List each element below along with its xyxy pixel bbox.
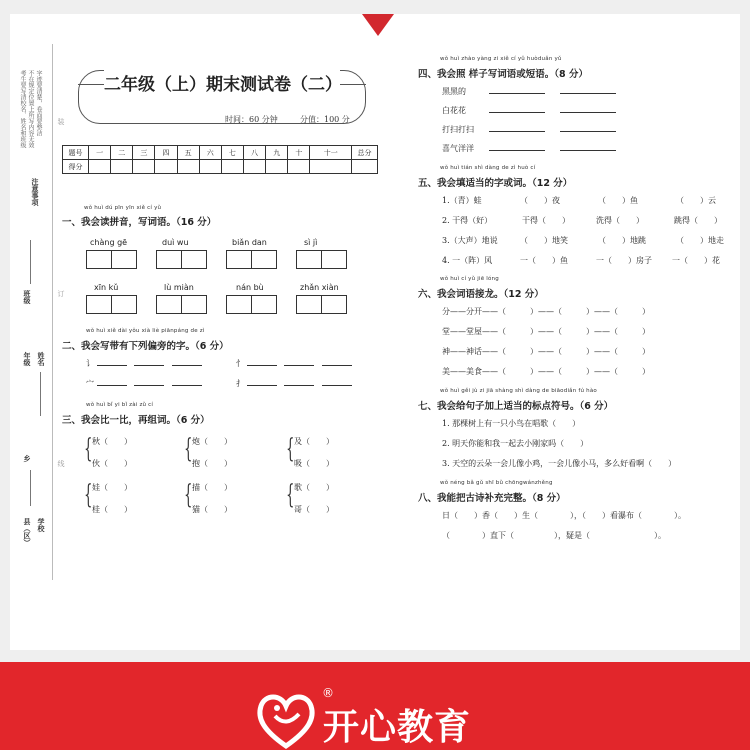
score-cell: 九 — [266, 146, 288, 160]
fill-cell[interactable]: 2. 干得（好） — [442, 216, 493, 225]
answer-blank[interactable] — [134, 365, 164, 366]
answer-blank[interactable] — [97, 385, 127, 386]
answer-blank[interactable] — [489, 131, 545, 132]
q1-pinyin: wǒ huì dú pīn yīn xiě cí yǔ — [84, 205, 162, 211]
score-table-header-row — [63, 146, 378, 160]
compare-word[interactable]: 描（ ） — [192, 483, 232, 492]
fill-cell[interactable]: 1.（青）蛙 — [442, 196, 482, 205]
school-field-label: 学校 — [37, 518, 45, 532]
writing-grid[interactable] — [296, 250, 346, 269]
radical-row — [236, 378, 352, 389]
class-field-label: 班级 — [23, 290, 31, 304]
example-row — [442, 86, 616, 97]
q2-pinyin: wǒ huì xiě dài yǒu xià liè piānpáng de zì — [86, 328, 205, 334]
q1-pinyin-item: biǎn dan — [232, 238, 267, 247]
radical-label: 忄 — [236, 359, 244, 368]
answer-blank[interactable] — [560, 131, 616, 132]
brace: { — [184, 434, 193, 464]
score-cell: 二 — [111, 146, 133, 160]
score-input-cell[interactable] — [243, 160, 265, 174]
word-chain-row[interactable]: 神——神话——（ ）——（ ）——（ ） — [442, 347, 650, 356]
answer-blank[interactable] — [489, 150, 545, 151]
binding-mark-xian: 线 — [57, 460, 65, 467]
score-cell: 题号 — [63, 146, 89, 160]
writing-grid[interactable] — [86, 295, 136, 314]
score-input-cell[interactable] — [199, 160, 221, 174]
score-cell: 十一 — [310, 146, 352, 160]
fill-cell[interactable]: （ ）地走 — [676, 236, 724, 245]
word-chain-row[interactable]: 分——分开——（ ）——（ ）——（ ） — [442, 307, 650, 316]
side-note-2: 不在规定位置上所写内容无效 — [27, 70, 34, 148]
radical-label: 宀 — [86, 379, 94, 388]
binding-line — [52, 44, 53, 580]
answer-blank[interactable] — [560, 93, 616, 94]
registered-mark: ® — [322, 686, 334, 700]
exam-time: 时间：60 分钟 — [225, 115, 278, 124]
radical-label: 扌 — [236, 379, 244, 388]
fill-cell[interactable]: 跳得（ ） — [674, 216, 722, 225]
county-field-label: 县（区） — [23, 518, 31, 546]
score-input-cell[interactable] — [89, 160, 111, 174]
score-cell: 得分 — [63, 160, 89, 174]
word-chain-row[interactable]: 美——美食——（ ）——（ ）——（ ） — [442, 367, 650, 376]
q5-heading: 五、我会填适当的字或词。（12 分） — [418, 178, 573, 189]
answer-blank[interactable] — [284, 385, 314, 386]
example-word: 喜气洋洋 — [442, 144, 474, 153]
score-input-cell[interactable] — [310, 160, 352, 174]
q7-pinyin: wǒ huì gěi jù zi jiā shàng shì dàng de biāodiǎn fú hào — [440, 388, 597, 394]
score-input-cell[interactable] — [266, 160, 288, 174]
fill-cell[interactable]: （ ）夜 — [520, 196, 560, 205]
brace: { — [286, 434, 295, 464]
brace: { — [84, 480, 93, 510]
fill-cell[interactable]: （ ）云 — [676, 196, 716, 205]
fill-cell[interactable]: （ ）地跳 — [598, 236, 646, 245]
fill-cell[interactable]: 3.（大声）地说 — [442, 236, 498, 245]
score-input-cell[interactable] — [288, 160, 310, 174]
side-note-1: 考生要写清校名、姓名和班级 — [19, 70, 26, 148]
writing-grid[interactable] — [156, 250, 206, 269]
compare-word[interactable]: 抱（ ） — [192, 459, 232, 468]
q6-pinyin: wǒ huì cí yǔ jiē lóng — [440, 276, 499, 282]
q1-pinyin-item: xīn kǔ — [94, 283, 119, 292]
example-row — [442, 143, 616, 154]
answer-blank[interactable] — [560, 112, 616, 113]
q8-pinyin: wǒ néng bǎ gǔ shī bǔ chōngwánzhěng — [440, 480, 553, 486]
answer-blank[interactable] — [489, 112, 545, 113]
answer-blank[interactable] — [172, 365, 202, 366]
q1-heading: 一、我会读拼音，写词语。（16 分） — [62, 217, 217, 228]
answer-blank[interactable] — [97, 365, 127, 366]
score-input-cell[interactable] — [155, 160, 177, 174]
grade-field-label: 年级 — [23, 352, 31, 366]
score-cell: 六 — [199, 146, 221, 160]
compare-word[interactable]: 炮（ ） — [192, 437, 232, 446]
writing-grid[interactable] — [156, 295, 206, 314]
writing-grid[interactable] — [226, 250, 276, 269]
q1-pinyin-item: chàng gē — [90, 238, 128, 247]
answer-blank[interactable] — [247, 365, 277, 366]
score-cell: 总分 — [352, 146, 378, 160]
heart-logo-icon — [255, 690, 317, 750]
score-table-score-row — [63, 160, 378, 174]
compare-word[interactable]: 娃（ ） — [92, 483, 132, 492]
score-cell: 三 — [133, 146, 155, 160]
fill-cell[interactable]: 一（ ）房子 — [596, 256, 652, 265]
compare-word[interactable]: 猫（ ） — [192, 505, 232, 514]
example-word: 黑黑的 — [442, 87, 466, 96]
writing-grid[interactable] — [296, 295, 346, 314]
score-input-cell[interactable] — [352, 160, 378, 174]
score-cell: 十 — [288, 146, 310, 160]
brand-name: 开心教育 — [323, 706, 472, 748]
q5-pinyin: wǒ huì tián shì dàng de zì huò cí — [440, 165, 536, 171]
q1-pinyin-item: duì wu — [162, 238, 189, 247]
side-note-3: 字迹要清楚，卷面要整洁 — [35, 70, 42, 136]
score-table — [62, 145, 378, 174]
fill-cell[interactable]: 一（ ）鱼 — [520, 256, 568, 265]
brace: { — [184, 480, 193, 510]
answer-blank[interactable] — [134, 385, 164, 386]
punctuation-sentence[interactable]: 1. 那棵树上有一只小鸟在唱歌（ ） — [442, 419, 581, 428]
answer-blank[interactable] — [284, 365, 314, 366]
q8-heading: 八、我能把古诗补充完整。（8 分） — [418, 493, 566, 504]
compare-word[interactable]: 秋（ ） — [92, 437, 132, 446]
answer-blank[interactable] — [560, 150, 616, 151]
compare-word[interactable]: 及（ ） — [294, 437, 334, 446]
compare-word[interactable]: 歌（ ） — [294, 483, 334, 492]
radical-row — [86, 378, 202, 389]
score-cell: 四 — [155, 146, 177, 160]
radical-row — [86, 358, 202, 369]
score-input-cell[interactable] — [177, 160, 199, 174]
score-cell: 八 — [243, 146, 265, 160]
brand-logo — [255, 690, 471, 750]
top-notch — [362, 14, 394, 36]
q4-pinyin: wǒ huì zhào yàng zi xiě cí yǔ huòduǎn yǔ — [440, 56, 562, 62]
writing-grid[interactable] — [226, 295, 276, 314]
punctuation-sentence[interactable]: 2. 明天你能和我一起去小刚家吗（ ） — [442, 439, 589, 448]
score-cell: 一 — [89, 146, 111, 160]
example-row — [442, 124, 616, 135]
fill-cell[interactable]: （ ）鱼 — [598, 196, 638, 205]
class-field-blank[interactable] — [30, 240, 31, 284]
fill-cell[interactable]: 4. 一（阵）风 — [442, 256, 493, 265]
compare-word[interactable]: 桂（ ） — [92, 505, 132, 514]
fill-cell[interactable]: （ ）地笑 — [520, 236, 568, 245]
example-row — [442, 105, 616, 116]
q7-heading: 七、我会给句子加上适当的标点符号。（6 分） — [418, 401, 614, 412]
town-field-blank[interactable] — [30, 470, 31, 506]
compare-word[interactable]: 伙（ ） — [92, 459, 132, 468]
score-input-cell[interactable] — [133, 160, 155, 174]
compare-word[interactable]: 吸（ ） — [294, 459, 334, 468]
example-word: 白花花 — [442, 106, 466, 115]
punctuation-sentence[interactable]: 3. 天空的云朵一会儿像小鸡，一会儿像小马，多么好看啊（ ） — [442, 459, 677, 468]
answer-blank[interactable] — [172, 385, 202, 386]
score-cell: 五 — [177, 146, 199, 160]
binding-mark-ding: 订 — [57, 290, 65, 297]
fill-cell[interactable]: 洗得（ ） — [596, 216, 644, 225]
radical-row — [236, 358, 352, 369]
q4-heading: 四、我会照 样子写词语或短语。（8 分） — [418, 69, 588, 80]
fill-cell[interactable]: 一（ ）花 — [672, 256, 720, 265]
answer-blank[interactable] — [247, 385, 277, 386]
q1-pinyin-item: nán bù — [236, 283, 264, 292]
radical-label: 讠 — [86, 359, 94, 368]
score-input-cell[interactable] — [111, 160, 133, 174]
q1-pinyin-item: zhǎn xiàn — [300, 283, 339, 292]
score-cell: 七 — [221, 146, 243, 160]
answer-blank[interactable] — [489, 93, 545, 94]
answer-blank[interactable] — [322, 365, 352, 366]
poem-line[interactable]: （ ）直下（ ），疑是（ ）。 — [442, 531, 666, 540]
name-field-blank[interactable] — [40, 372, 41, 416]
exam-score: 分值：100 分 — [300, 115, 350, 124]
binding-mark-zhuang: 装 — [57, 118, 65, 125]
score-input-cell[interactable] — [221, 160, 243, 174]
word-chain-row[interactable]: 堂——堂屋——（ ）——（ ）——（ ） — [442, 327, 650, 336]
brace: { — [286, 480, 295, 510]
q2-heading: 二、我会写带有下列偏旁的字。（6 分） — [62, 341, 229, 352]
q6-heading: 六、我会词语接龙。（12 分） — [418, 289, 544, 300]
brace: { — [84, 434, 93, 464]
page-title: 二年级（上）期末测试卷（二） — [104, 70, 340, 95]
compare-word[interactable]: 哥（ ） — [294, 505, 334, 514]
q3-pinyin: wǒ huì bǐ yi bǐ zài zǔ cí — [86, 402, 154, 408]
town-field-label: 乡 — [23, 455, 31, 462]
notice-label: 注意事项 — [31, 178, 39, 206]
q3-heading: 三、我会比一比，再组词。（6 分） — [62, 415, 210, 426]
name-field-label: 姓名 — [37, 352, 45, 366]
q1-pinyin-item: lù miàn — [164, 283, 194, 292]
q1-pinyin-item: sì jì — [304, 238, 318, 247]
answer-blank[interactable] — [322, 385, 352, 386]
fill-cell[interactable]: 干得（ ） — [522, 216, 570, 225]
poem-line[interactable]: 日（ ）香（ ）生（ ），（ ）看瀑布（ ）。 — [442, 511, 686, 520]
example-word: 打扫打扫 — [442, 125, 474, 134]
writing-grid[interactable] — [86, 250, 136, 269]
